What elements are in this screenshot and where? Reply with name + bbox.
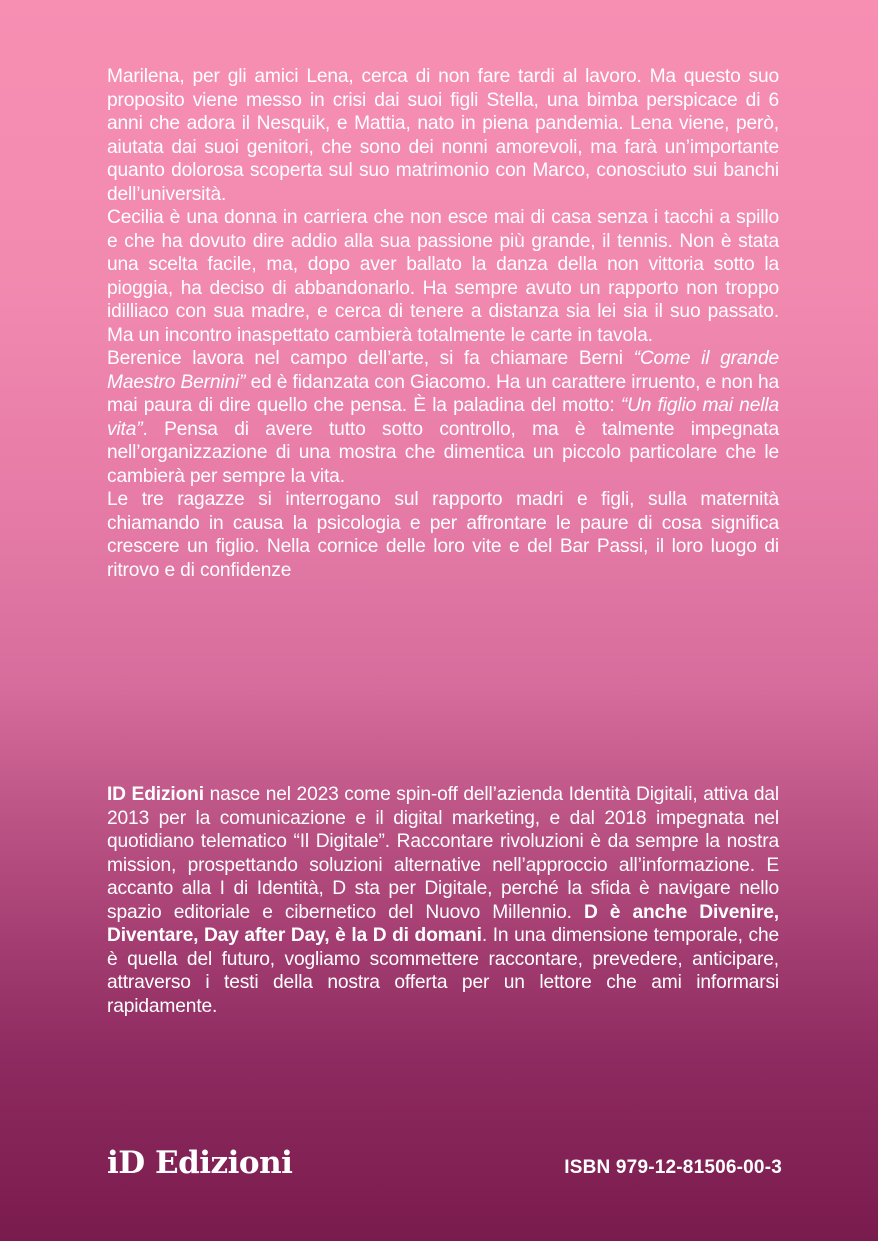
publisher-paragraph — [107, 783, 779, 1018]
isbn-number: ISBN 979-12-81506-00-3 — [564, 1157, 782, 1178]
publisher-text-2: . In una dimensione temporale, che è quella del futuro, vogliamo scommettere raccontare, prevedere, anticipare, attraverso i testi della nostra offerta per un lettore che ami informarsi rapidamente. — [107, 925, 779, 1017]
publisher-motto: D è anche Divenire, Diventare, Day after Day, è la D di domani — [107, 901, 779, 946]
berenice-text-3: . Pensa di avere tutto sotto controllo, ma è talmente impegnata nell’organizzazione di una mostra che dimentica un piccolo particolare che le cambierà per sempre la vita. — [107, 418, 779, 487]
bernini-quote: “Come il grande Maestro Bernini” — [107, 348, 779, 393]
publisher-logo: iD Edizioni — [107, 1145, 293, 1181]
motto-quote: “Un figlio mai nella vita” — [107, 395, 779, 440]
synopsis-paragraph-cecilia: Cecilia è una donna in carriera che non esce mai di casa senza i tacchi a spillo e che ha dovuto dire addio alla sua passione più grande, il tennis. Non è stata una scelta facile, ma, dopo aver ballato la danza della non vittoria sotto la pioggia, ha deciso di abbandonarlo. Ha sempre avuto un rapporto non troppo idilliaco con sua madre, e cerca di tenere a distanza sia lei sia il suo passato. Ma un incontro inaspettato cambierà totalmente le carte in tavola. — [107, 207, 779, 346]
berenice-text-2: ed è fidanzata con Giacomo. Ha un carattere irruento, e non ha mai paura di dire quello che pensa. È la paladina del motto: — [107, 371, 779, 416]
synopsis-text — [107, 65, 779, 582]
publisher-name: ID Edizioni — [107, 784, 204, 805]
berenice-text-1: Berenice lavora nel campo dell’arte, si fa chiamare Berni — [107, 348, 634, 369]
synopsis-paragraph-berenice — [107, 347, 779, 488]
publisher-text-1: nasce nel 2023 come spin-off dell’azienda Identità Digitali, attiva dal 2013 per la comunicazione e il digital marketing, e dal 2018 impegnata nel quotidiano telematico “Il Digitale”. Raccontare rivoluzioni è da sempre la nostra mission, prospettando soluzioni alternative nell’approccio all’informazione. E accanto alla I di Identità, D sta per Digitale, perché la sfida è navigare nello spazio editoriale e cibernetico del Nuovo Millennio. — [107, 784, 780, 923]
publisher-description — [107, 783, 779, 1018]
synopsis-paragraph-conclusion: Le tre ragazze si interrogano sul rapporto madri e figli, sulla maternità chiamando in causa la psicologia e per affrontare le paure di cosa significa crescere un figlio. Nella cornice delle loro vite e del Bar Passi, il loro luogo di ritrovo e di confidenze — [107, 489, 779, 581]
synopsis-paragraph-lena: Marilena, per gli amici Lena, cerca di non fare tardi al lavoro. Ma questo suo proposito viene messo in crisi dai suoi figli Stella, una bimba perspicace di 6 anni che adora il Nesquik, e Mattia, nato in piena pandemia. Lena viene, però, aiutata dai suoi genitori, che sono dei nonni amorevoli, ma farà un’importante quanto dolorosa scoperta sul suo matrimonio con Marco, conosciuto sui banchi dell’università. — [107, 66, 779, 205]
